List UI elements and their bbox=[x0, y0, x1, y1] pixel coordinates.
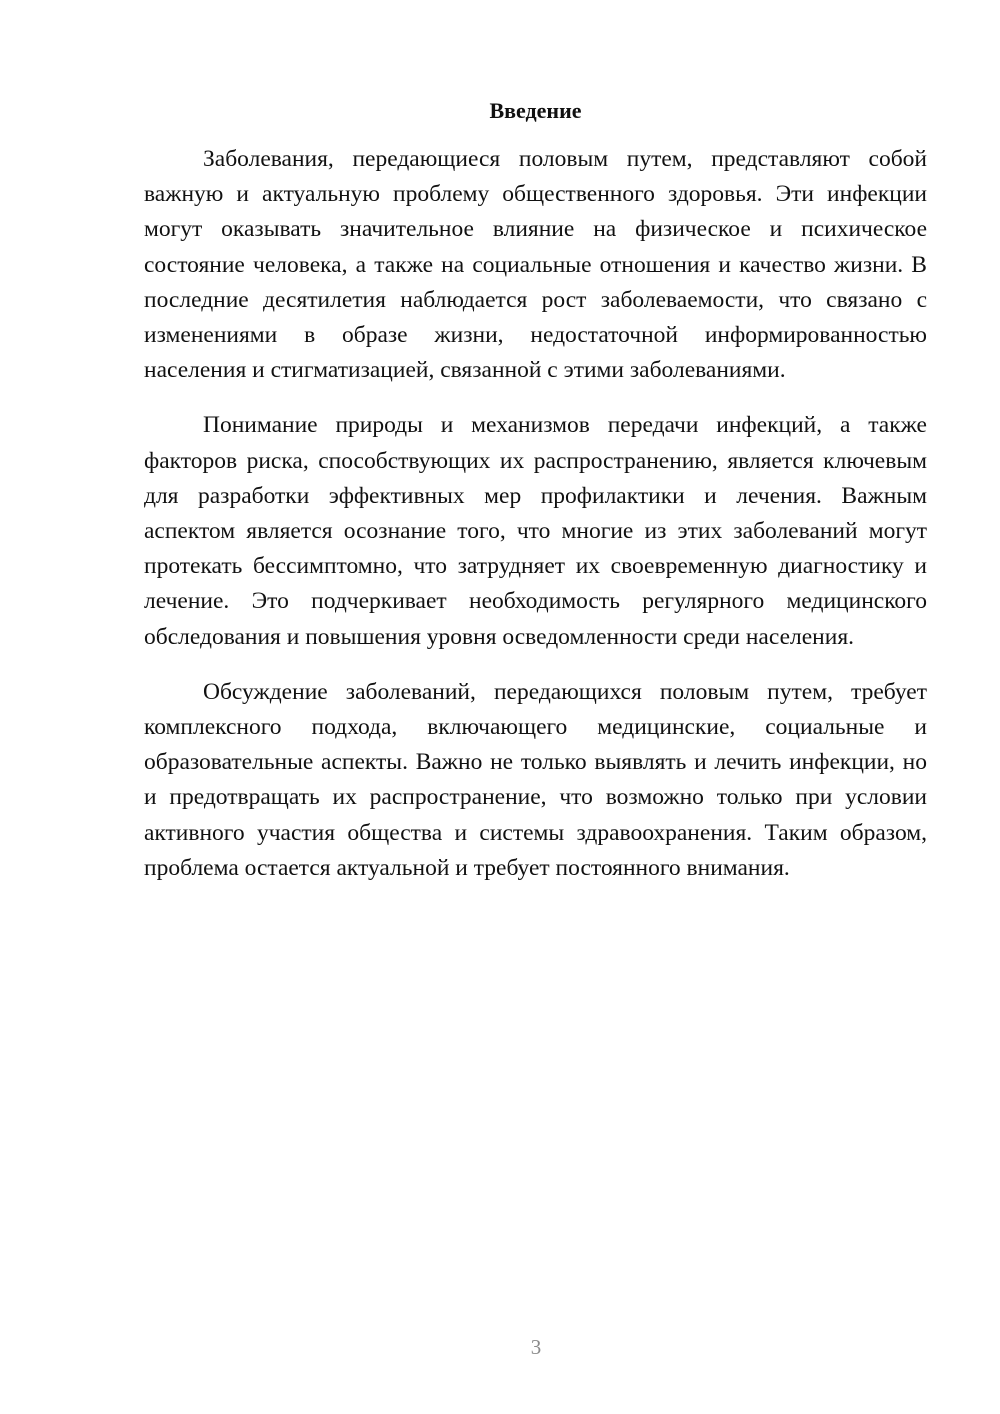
body-text bbox=[144, 142, 927, 886]
page-number: 3 bbox=[530, 1335, 542, 1359]
paragraph-3: Обсуждение заболеваний, передающихся половым путем, требует комплексного подхода, включающего медицинские, социальные и образовательные аспекты. Важно не только выявлять и лечить инфекции, но и предотвращать их распространение, что возможно только при условии активного участия общества и системы здравоохранения. Таким образом, проблема остается актуальной и требует постоянного внимания. bbox=[144, 678, 927, 881]
paragraph-2: Понимание природы и механизмов передачи инфекций, а также факторов риска, способствующих их распространению, является ключевым для разработки эффективных мер профилактики и лечения. Важным аспектом является осознание того, что многие из этих заболеваний могут протекать бессимптомно, что затрудняет их своевременную диагностику и лечение. Это подчеркивает необходимость регулярного медицинского обследования и повышения уровня осведомленности среди населения. bbox=[144, 412, 927, 650]
paragraph-1: Заболевания, передающиеся половым путем, представляют собой важную и актуальную проблему общественного здоровья. Эти инфекции могут оказывать значительное влияние на физическое и психическое состояние человека, а также на социальные отношения и качество жизни. В последние десятилетия наблюдается рост заболеваемости, что связано с изменениями в образе жизни, недостаточной информированностью населения и стигматизацией, связанной с этими заболеваниями. bbox=[144, 146, 927, 384]
section-heading: Введение bbox=[489, 98, 582, 123]
